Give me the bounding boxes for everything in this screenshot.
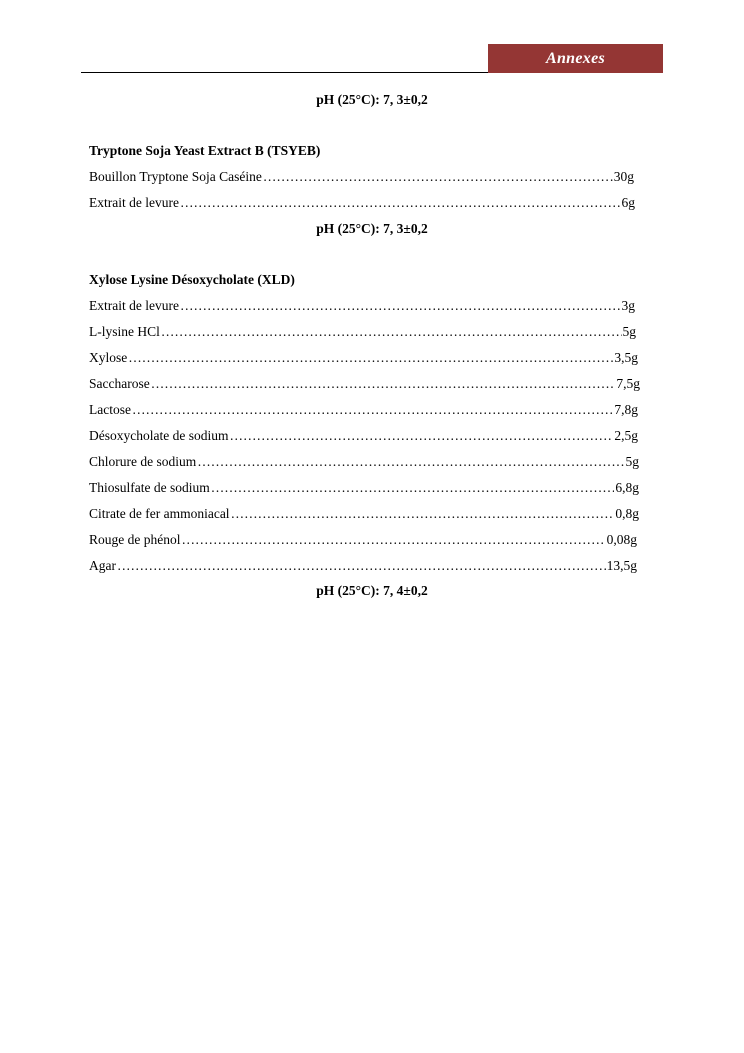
ingredient-row — [89, 324, 636, 340]
ingredient-name: Extrait de levure — [89, 298, 179, 313]
ingredient-quantity: 13,5g — [606, 558, 637, 573]
section-header-tab: Annexes — [488, 44, 663, 73]
ingredient-row — [89, 506, 639, 522]
leader-dots — [263, 169, 613, 185]
leader-dots — [117, 558, 606, 574]
ingredient-name: Chlorure de sodium — [89, 454, 197, 469]
ingredient-name: Saccharose — [89, 376, 150, 391]
ph-value: pH (25°C): 7, 4±0,2 — [316, 583, 428, 598]
ingredient-name: Extrait de levure — [89, 195, 179, 210]
ingredient-quantity: 6g — [621, 195, 635, 210]
leader-dots — [229, 428, 613, 444]
ingredient-name: Rouge de phénol — [89, 532, 181, 547]
ingredient-quantity: 7,8g — [614, 402, 638, 417]
ingredient-quantity: 30g — [613, 169, 634, 184]
ingredient-row — [89, 298, 635, 314]
ingredient-row — [89, 454, 639, 470]
ingredient-quantity: 0,8g — [615, 506, 639, 521]
ingredient-row — [89, 532, 637, 548]
ingredient-quantity: 3,5g — [614, 350, 638, 365]
ingredient-name: Thiosulfate de sodium — [89, 480, 210, 495]
leader-dots — [231, 506, 615, 522]
leader-dots — [151, 376, 616, 392]
ingredient-name: Citrate de fer ammoniacal — [89, 506, 230, 521]
ingredient-row — [89, 558, 637, 574]
ingredient-quantity: 2,5g — [614, 428, 638, 443]
leader-dots — [132, 402, 613, 418]
ingredient-name: L-lysine HCl — [89, 324, 160, 339]
ingredient-row — [89, 195, 635, 211]
ingredient-quantity: 5g — [622, 324, 636, 339]
ingredient-row — [89, 428, 638, 444]
ingredient-quantity: 6,8g — [615, 480, 639, 495]
leader-dots — [128, 350, 613, 366]
ingredient-quantity: 5g — [625, 454, 639, 469]
section-title-xld: Xylose Lysine Désoxycholate (XLD) — [89, 272, 295, 287]
ingredient-name: Xylose — [89, 350, 128, 365]
section-title-tsyeb: Tryptone Soja Yeast Extract B (TSYEB) — [89, 143, 321, 158]
ingredient-quantity: 7,5g — [616, 376, 640, 391]
leader-dots — [161, 324, 622, 340]
ingredient-row — [89, 402, 638, 418]
leader-dots — [197, 454, 624, 470]
ingredient-quantity: 3g — [621, 298, 635, 313]
ingredient-name: Bouillon Tryptone Soja Caséine — [89, 169, 262, 184]
leader-dots — [180, 298, 621, 314]
leader-dots — [180, 195, 621, 211]
leader-dots — [181, 532, 605, 548]
ingredient-row — [89, 480, 639, 496]
ph-value: pH (25°C): 7, 3±0,2 — [316, 221, 428, 236]
ph-value: pH (25°C): 7, 3±0,2 — [316, 92, 428, 107]
ingredient-row — [89, 350, 638, 366]
ingredient-name: Agar — [89, 558, 116, 573]
ingredient-name: Désoxycholate de sodium — [89, 428, 229, 443]
ingredient-quantity: 0,08g — [606, 532, 637, 547]
ingredient-name: Lactose — [89, 402, 131, 417]
ingredient-row — [89, 169, 634, 185]
leader-dots — [211, 480, 615, 496]
ingredient-row — [89, 376, 640, 392]
